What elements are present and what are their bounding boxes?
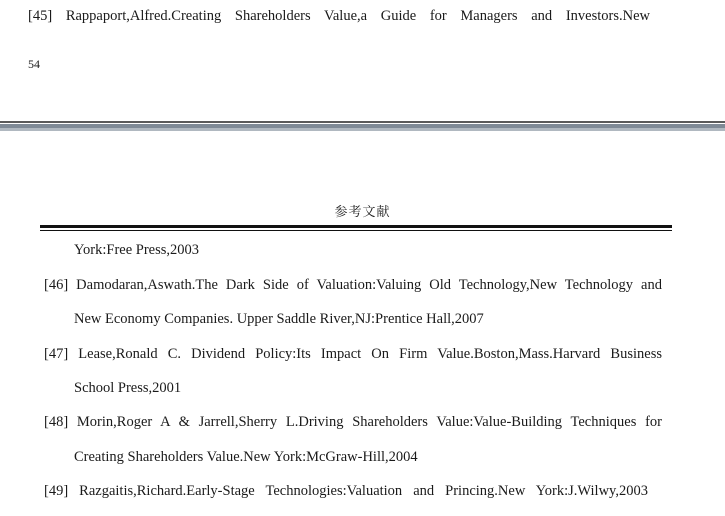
reference-45-line-1: [45] Rappaport,Alfred.Creating Shareholders Value,a Guide for Managers and Investors.New	[28, 8, 650, 24]
reference-49-line-1: [49] Razgaitis,Richard.Early-Stage Technologies:Valuation and Princing.New York:J.Wilwy,2003	[44, 483, 648, 499]
reference-47-line-2: School Press,2001	[74, 380, 182, 396]
reference-48-line-2: Creating Shareholders Value.New York:McGraw-Hill,2004	[74, 449, 418, 465]
header-title: 参考文献	[334, 205, 391, 220]
reference-48-line-1: [48] Morin,Roger A & Jarrell,Sherry L.Driving Shareholders Value:Value-Building Techniques for	[44, 414, 662, 430]
header-rule-thin	[40, 230, 672, 231]
reference-47-line-1: [47] Lease,Ronald C. Dividend Policy:Its Impact On Firm Value.Boston,Mass.Harvard Business	[44, 346, 662, 362]
reference-46-line-1: [46] Damodaran,Aswath.The Dark Side of Valuation:Valuing Old Technology,New Technology and	[44, 277, 662, 293]
reference-45-line-2: York:Free Press,2003	[74, 242, 200, 258]
page-number: 54	[28, 57, 40, 71]
header-rule-thick	[40, 225, 672, 228]
reference-46-line-2: New Economy Companies. Upper Saddle River,NJ:Prentice Hall,2007	[74, 311, 484, 327]
page-divider	[0, 121, 725, 131]
